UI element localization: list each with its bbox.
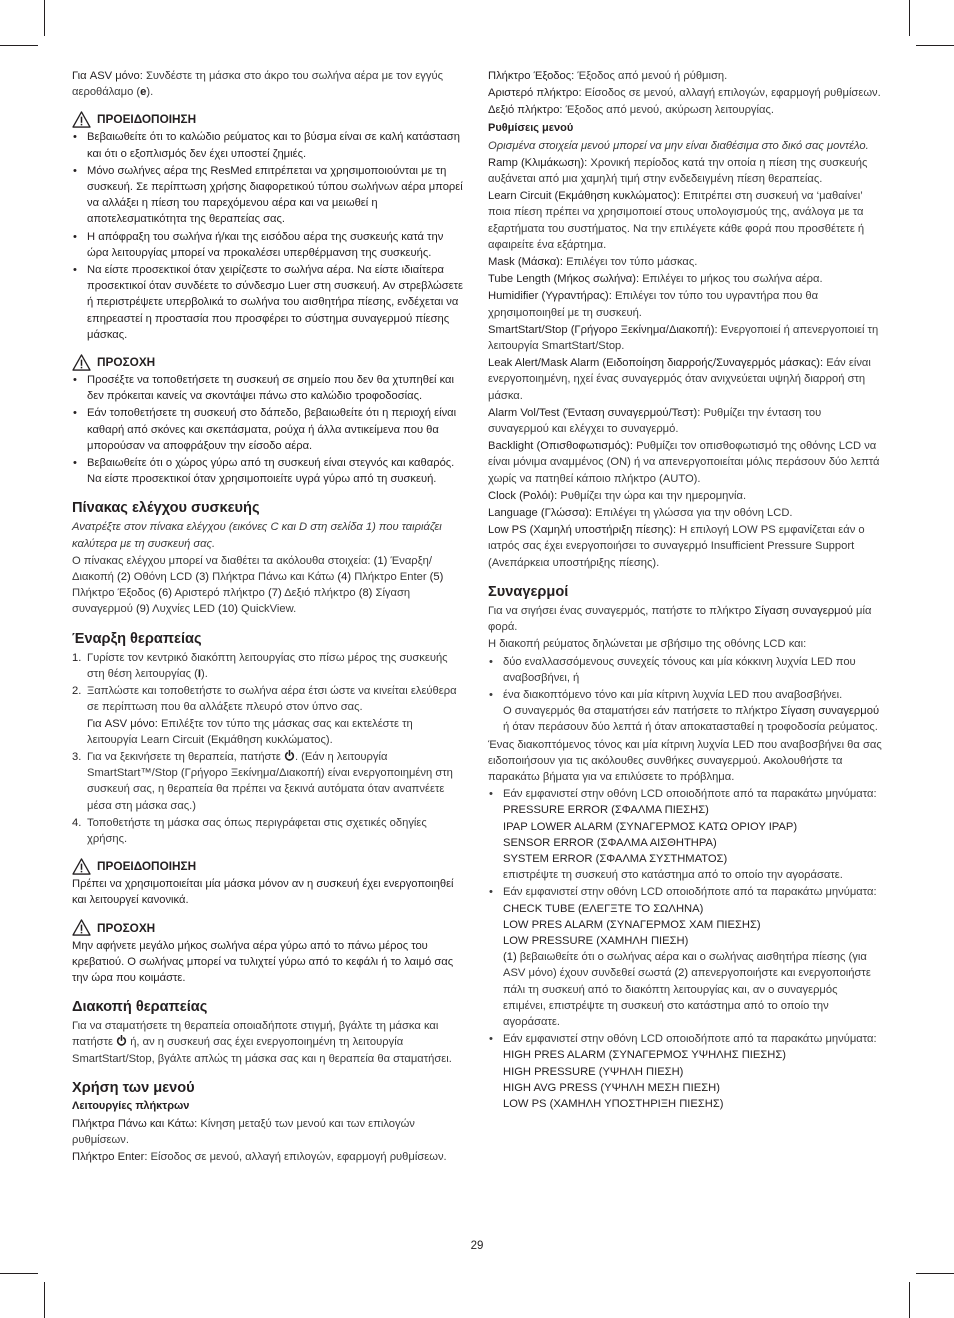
lcd-message: SENSOR ERROR (ΣΦΑΛΜΑ ΑΙΣΘΗΤΗΡΑ) [503, 836, 717, 849]
lcd-message: LOW PRESSURE (ΧΑΜΗΛΗ ΠΙΕΣΗ) [503, 934, 689, 947]
power-icon [284, 750, 295, 761]
lcd-message: HIGH PRESSURE (ΥΨΗΛΗ ΠΙΕΣΗ) [503, 1065, 684, 1078]
crop-mark [0, 45, 38, 46]
power-icon [116, 1035, 127, 1046]
lcd-message: CHECK TUBE (ΕΛΕΓΞΤΕ ΤΟ ΣΩΛΗΝΑ) [503, 902, 704, 915]
crop-mark [916, 1273, 954, 1274]
list-item: • Εάν εμφανιστεί στην οθόνη LCD οποιοδήποτε από τα παρακάτω μηνύματα: CHECK TUBE (ΕΛΕΓΞΤΕ ΤΟ ΣΩΛΗΝΑ) LOW PRES ALARM (ΣΥΝΑΓΕΡΜΟΣ ΧΑΜ ΠΙΕΣΗΣ) LOW PRESSURE (ΧΑΜΗΛΗ ΠΙΕΣΗ) (1) βεβαιωθείτε ότι ο σωλήνας αέρα και ο σωλήνας αισθητήρα πίεσης (για ASV μόνο) έχουν συνδεθεί σωστά (2) απενεργοποιήστε και ενεργοποιήστε πάλι τη συσκευή από το διακόπτη λειτουργίας και, αν ο συναγερμός επιμένει, επιστρέψτε τη συσκευή στο κατάστημα από το οποίο την αγοράσατε. [488, 884, 882, 1030]
setting-item: Tube Length (Μήκος σωλήνα): Επιλέγει το μήκος του σωλήνα αέρα. [488, 273, 823, 286]
list-item: 2. Ξαπλώστε και τοποθετήστε το σωλήνα αέρα έτσι ώστε να κινείται ελεύθερα σε περίπτωση που θα αλλάξετε πλευρό στον ύπνο σας. Για ASV μόνο: Επιλέξτε τον τύπο της μάσκας σας και εκτελέστε τη λειτουργία Learn Circuit (Εκμάθηση κυκλώματος). [72, 685, 457, 746]
list-item: 1. Γυρίστε τον κεντρικό διακόπτη λειτουργίας στο πίσω μέρος της συσκευής στη θέση λειτουργίας (I). [72, 651, 448, 680]
section-heading: Χρήση των μενού [72, 1079, 195, 1096]
caution-heading: ΠΡΟΣΟΧΗ [72, 919, 466, 937]
list-item: • Η απόφραξη του σωλήνα ή/και της εισόδου αέρα της συσκευής κατά την ώρα λειτουργίας μπορεί να προκαλέσει υπερθέρμανση της συσκευής. [72, 229, 466, 261]
lcd-message: SYSTEM ERROR (ΣΦΑΛΜΑ ΣΥΣΤΗΜΑΤΟΣ) [503, 852, 728, 865]
lcd-messages [503, 1047, 882, 1112]
left-column [72, 68, 466, 1166]
setting-item: Backlight (Οπισθοφωτισμός): Ρυθμίζει τον οπισθοφωτισμό της οθόνης LCD να είναι μόνιμα αναμμένος (ON) ή να απενεργοποιείται μόλις περάσουν δύο λεπτά χωρίς να πατηθεί κάποιο πλήκτρο (AUTO). [488, 440, 880, 485]
subheading: Ρυθμίσεις μενού [488, 121, 574, 134]
caution-text: Μην αφήνετε μεγάλο μήκος σωλήνα αέρα γύρω από το πάνω μέρος του κρεβατιού. Ο σωλήνας μπορεί να τυλιχτεί γύρω από το κεφάλι ή το λαιμό σας την ώρα που κοιμάστε. [72, 939, 454, 984]
list-item: • Βεβαιωθείτε ότι το καλώδιο ρεύματος και το βύσμα είναι σε καλή κατάσταση και ότι ο εξοπλισμός δεν έχει υποστεί ζημιές. [72, 129, 466, 161]
warning-heading: ΠΡΟΕΙΔΟΠΟΙΗΣΗ [72, 857, 466, 875]
alarm-groups [488, 786, 882, 1112]
section-heading: Διακοπή θεραπείας [72, 999, 208, 1016]
setting-item: Leak Alert/Mask Alarm (Ειδοποίηση διαρροής/Συναγερμός μάσκας): Εάν είναι ενεργοποιημένη, ηχεί ένας συναγερμός όταν ανιχνεύεται υψηλή διαρροή στη μάσκα. [488, 357, 871, 402]
caution-list [72, 372, 466, 487]
lcd-message: IPAP LOWER ALARM (ΣΥΝΑΓΕΡΜΟΣ ΚΑΤΩ ΟΡΙΟΥ IPAP) [503, 820, 798, 833]
list-item: • Εάν εμφανιστεί στην οθόνη LCD οποιοδήποτε από τα παρακάτω μηνύματα: HIGH PRES ALARM (ΣΥΝΑΓΕΡΜΟΣ ΥΨΗΛΗΣ ΠΙΕΣΗΣ) HIGH PRESSURE (ΥΨΗΛΗ ΠΙΕΣΗ) HIGH AVG PRESS (ΥΨΗΛΗ ΜΕΣΗ ΠΙΕΣΗ) LOW PS (ΧΑΜΗΛΗ ΥΠΟΣΤΗΡΙΞΗ ΠΙΕΣΗΣ) [488, 1031, 882, 1112]
list-item: • Να είστε προσεκτικοί όταν χειρίζεστε το σωλήνα αέρα. Να είστε ιδιαίτερα προσεκτικοί όταν συνδέετε το σύνδεσμο Luer στη συσκευή. Αν στρεβλώσετε ή περιστρέψετε υπερβολικά το σωλήνα του αισθητήρα πίεσης, ενδέχεται να επηρεαστεί η προστασία που προσφέρει το σύστημα συναγερμού πίεσης μάσκας. [72, 262, 466, 343]
crop-mark [909, 1282, 910, 1318]
alarms-intro: Για να σιγήσει ένας συναγερμός, πατήστε το πλήκτρο Σίγαση συναγερμού μία φορά. [488, 604, 872, 634]
list-item: • Βεβαιωθείτε ότι ο χώρος γύρω από τη συσκευή είναι στεγνός και καθαρός. Να είστε προσεκτικοί όταν χρησιμοποιείτε υγρά γύρω από τη συσκευή. [72, 455, 466, 487]
key-function: Δεξιό πλήκτρο: Έξοδος από μενού, ακύρωση λειτουργίας. [488, 104, 774, 117]
lcd-message: LOW PS (ΧΑΜΗΛΗ ΥΠΟΣΤΗΡΙΞΗ ΠΙΕΣΗΣ) [503, 1097, 724, 1110]
lcd-message: LOW PRES ALARM (ΣΥΝΑΓΕΡΜΟΣ ΧΑΜ ΠΙΕΣΗΣ) [503, 918, 761, 931]
key-function: Πλήκτρο Έξοδος: Έξοδος από μενού ή ρύθμιση. [488, 70, 728, 82]
warning-list [72, 129, 466, 343]
list-item: • Προσέξτε να τοποθετήσετε τη συσκευή σε σημείο που δεν θα χτυπηθεί και δεν πρόκειται κανείς να σκοντάψει πάνω στο καλώδιο τροφοδοσίας. [72, 372, 466, 404]
crop-mark [44, 1282, 45, 1318]
warning-triangle-icon [72, 858, 91, 875]
crop-mark [916, 45, 954, 46]
setting-item: Ramp (Κλιμάκωση): Χρονική περίοδος κατά την οποία η πίεση της συσκευής αυξάνεται από μια χαμηλή τιμή στην ενδεδειγμένη πίεση θεραπείας. [488, 156, 868, 186]
warning-triangle-icon [72, 111, 91, 128]
section-heading: Πίνακας ελέγχου συσκευής [72, 500, 260, 517]
list-item: • Εάν εμφανιστεί στην οθόνη LCD οποιοδήποτε από τα παρακάτω μηνύματα: PRESSURE ERROR (ΣΦΑΛΜΑ ΠΙΕΣΗΣ) IPAP LOWER ALARM (ΣΥΝΑΓΕΡΜΟΣ ΚΑΤΩ ΟΡΙΟΥ IPAP) SENSOR ERROR (ΣΦΑΛΜΑ ΑΙΣΘΗΤΗΡΑ) SYSTEM ERROR (ΣΦΑΛΜΑ ΣΥΣΤΗΜΑΤΟΣ) επιστρέψτε τη συσκευή στο κατάστημα από το οποίο την αγοράσατε. [488, 786, 882, 883]
warning-heading: ΠΡΟΕΙΔΟΠΟΙΗΣΗ [72, 110, 466, 128]
intermittent-text: Ένας διακοπτόμενος τόνος και μία κίτρινη λυχνία LED που αναβοσβήνει θα σας ειδοποιήσουν για τις ακόλουθες συνθήκες συναγερμού. Ακολουθήστε τα παρακάτω βήματα για να επιλύσετε το πρόβλημα. [488, 738, 882, 783]
asv-intro: Για ASV μόνο: Συνδέστε τη μάσκα στο άκρο του σωλήνα αέρα με τον εγγύς αεροθάλαμο (e). [72, 70, 443, 99]
setting-item: Low PS (Χαμηλή υποστήριξη πίεσης): Η επιλογή LOW PS εμφανίζεται εάν ο ιατρός σας έχει ενεργοποιήσει το συναγερμό Insufficient Pressure Support (Ανεπάρκεια υποστήριξης πίεσης). [488, 524, 865, 569]
control-panel-parts: Ο πίνακας ελέγχου μπορεί να διαθέτει τα ακόλουθα στοιχεία: (1) Έναρξη/ Διακοπή (2) Οθόνη LCD (3) Πλήκτρα Πάνω και Κάτω (4) Πλήκτρο Enter (5) Πλήκτρο Έξοδος (6) Αριστερό πλήκτρο (7) Δεξιό πλήκτρο (8) Σίγαση συναγερμού (9) Λυχνίες LED (10) QuickView. [72, 554, 444, 616]
setting-item: Learn Circuit (Εκμάθηση κυκλώματος): Επιτρέπει στη συσκευή να ‘μαθαίνει’ ποια πίεση πρέπει να χρησιμοποιεί στους υπολογισμούς της, ανάλογα με τα εξαρτήματα του συστήματος. Να την επιλέγετε κάθε φορά που προσθέτετε ή αφαιρείτε ένα εξάρτημα. [488, 190, 865, 251]
setting-item: SmartStart/Stop (Γρήγορο Ξεκίνημα/Διακοπή): Ενεργοποιεί ή απενεργοποιεί τη λειτουργία SmartStart/Stop. [488, 323, 879, 353]
lcd-messages [503, 901, 882, 950]
crop-mark [0, 1273, 38, 1274]
lcd-message: PRESSURE ERROR (ΣΦΑΛΜΑ ΠΙΕΣΗΣ) [503, 804, 709, 817]
section-heading: Έναρξη θεραπείας [72, 630, 202, 647]
key-function: Πλήκτρο Enter: Είσοδος σε μενού, αλλαγή επιλογών, εφαρμογή ρυθμίσεων. [72, 1151, 447, 1164]
setting-item: Language (Γλώσσα): Επιλέγει τη γλώσσα για την οθόνη LCD. [488, 507, 793, 520]
list-item: • δύο εναλλασσόμενους συνεχείς τόνους και μία κόκκινη λυχνία LED που αναβοσβήνει, ή [488, 654, 882, 686]
page-number: 29 [470, 1240, 484, 1252]
list-item: • Εάν τοποθετήσετε τη συσκευή στο δάπεδο, βεβαιωθείτε ότι η περιοχή είναι καθαρή από σκόνες και σκεπάσματα, ρούχα ή άλλα αντικείμενα που θα μπορούσαν να αποφράξουν την είσοδο αέρα. [72, 405, 466, 454]
setting-item: Alarm Vol/Test (Ένταση συναγερμού/Τεστ): Ρυθμίζει την ένταση του συναγερμού και ελέγχει το συναγερμό. [488, 406, 822, 436]
list-item: • ένα διακοπτόμενο τόνο και μία κίτρινη λυχνία LED που αναβοσβήνει. Ο συναγερμός θα σταματήσει εάν πατήσετε το πλήκτρο Σίγαση συναγερμού ή όταν περάσουν δύο λεπτά ή όταν αποκατασταθεί η τροφοδοσία ρεύματος. [488, 687, 882, 736]
section-heading: Συναγερμοί [488, 583, 569, 600]
list-item: 4. Τοποθετήστε τη μάσκα σας όπως περιγράφεται στις σχετικές οδηγίες χρήσης. [72, 816, 427, 845]
subheading: Λειτουργίες πλήκτρων [72, 1099, 190, 1112]
setting-item: Humidifier (Υγραντήρας): Επιλέγει τον τύπο του υγραντήρα που θα χρησιμοποιηθεί με τη συσκευή. [488, 290, 819, 319]
crop-mark [909, 0, 910, 36]
setting-item: Mask (Μάσκα): Επιλέγει τον τύπο μάσκας. [488, 256, 698, 269]
stop-text: Για να σταματήσετε τη θεραπεία οποιαδήποτε στιγμή, βγάλτε τη μάσκα και πατήστε ή, αν η συσκευή σας έχει ενεργοποιημένη τη λειτουργία SmartStart/Stop, βγάλτε απλώς τη μάσκα σας και η θεραπεία θα σταματήσει. [72, 1020, 452, 1065]
warning-triangle-icon [72, 919, 91, 936]
key-function: Αριστερό πλήκτρο: Είσοδος σε μενού, αλλαγή επιλογών, εφαρμογή ρυθμίσεων. [488, 87, 881, 100]
section-note: Ανατρέξτε στον πίνακα ελέγχου (εικόνες C και D στη σελίδα 1) που ταιριάζει καλύτερα με τη συσκευή σας. [72, 521, 442, 550]
start-steps [72, 650, 466, 847]
power-fail-list [488, 654, 882, 736]
setting-item: Clock (Ρολόι): Ρυθμίζει την ώρα και την ημερομηνία. [488, 489, 747, 502]
crop-mark [44, 0, 45, 36]
lcd-message: HIGH PRES ALARM (ΣΥΝΑΓΕΡΜΟΣ ΥΨΗΛΗΣ ΠΙΕΣΗΣ) [503, 1049, 787, 1062]
warning-text: Πρέπει να χρησιμοποιείται μία μάσκα μόνον αν η συσκευή έχει ενεργοποιηθεί και λειτουργεί κανονικά. [72, 878, 454, 907]
list-item: • Μόνο σωλήνες αέρα της ResMed επιτρέπεται να χρησιμοποιούνται με τη συσκευή. Σε περίπτωση χρήσης διαφορετικού τύπου σωλήνων αέρα μπορεί να αλλάξει η πίεση του παρεχόμενου αέρα και να μειωθεί η αποτελεσματικότητα της θεραπείας σας. [72, 163, 466, 228]
settings-note: Ορισμένα στοιχεία μενού μπορεί να μην είναι διαθέσιμα στο δικό σας μοντέλο. [488, 139, 869, 152]
lcd-messages [503, 802, 882, 867]
lcd-message: HIGH AVG PRESS (ΥΨΗΛΗ ΜΕΣΗ ΠΙΕΣΗ) [503, 1081, 720, 1094]
power-fail-text: Η διακοπή ρεύματος δηλώνεται με σβήσιμο της οθόνης LCD και: [488, 638, 807, 651]
list-item: 3. Για να ξεκινήσετε τη θεραπεία, πατήστε . (Εάν η λειτουργία SmartStart™/Stop (Γρήγορο Ξεκίνημα/Διακοπή) είναι ενεργοποιημένη στη συσκευή σας, η θεραπεία θα πρέπει να ξεκινά αυτόματα όταν αναπνέετε μέσα στη μάσκα σας.) [72, 750, 453, 812]
right-column [488, 68, 882, 1113]
key-function: Πλήκτρα Πάνω και Κάτω: Κίνηση μεταξύ των μενού και των επιλογών ρυθμίσεων. [72, 1117, 415, 1146]
warning-triangle-icon [72, 354, 91, 371]
caution-heading: ΠΡΟΣΟΧΗ [72, 353, 466, 371]
